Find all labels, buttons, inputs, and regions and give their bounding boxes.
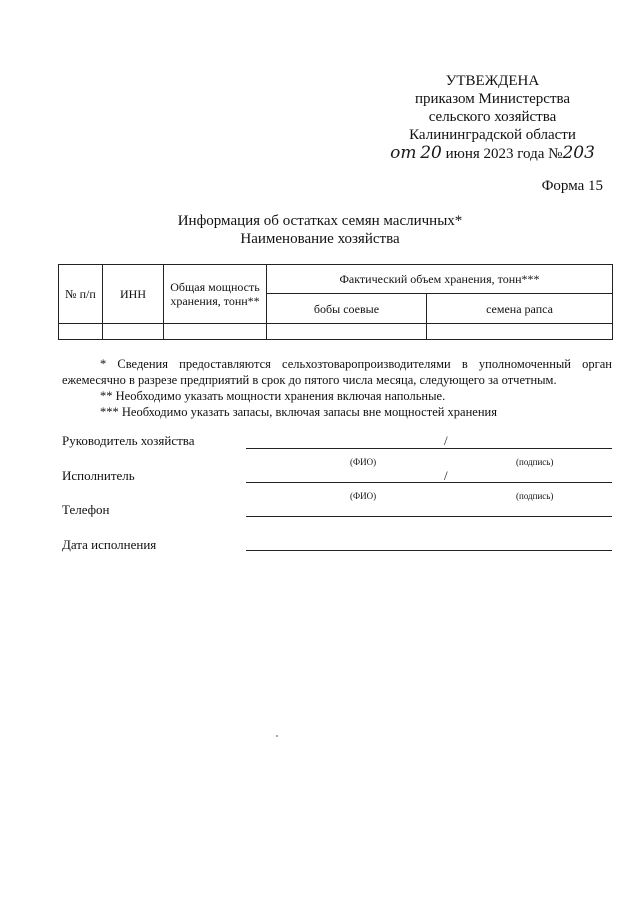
head-label: Руководитель хозяйства [62,433,195,448]
executor-fio-caption: (ФИО) [350,491,377,501]
form-number: Форма 15 [541,178,603,194]
footnotes [62,356,612,420]
approval-date-line [380,144,605,163]
head-sign-caption: (подпись) [516,457,554,467]
phone-label: Телефон [62,502,110,517]
cell-soybeans[interactable] [267,324,427,340]
cell-inn[interactable] [103,324,164,340]
executor-slash: / [444,468,448,483]
head-signature-line[interactable] [246,448,612,449]
handwritten-day: 20 [420,143,442,163]
cell-no[interactable] [59,324,103,340]
approval-month-year: июня 2023 года № [445,146,563,162]
title-line-2: Наименование хозяйства [240,231,400,247]
header-no: № п/п [59,265,103,324]
scan-speck [276,735,278,737]
executor-label: Исполнитель [62,468,135,483]
date-label: Дата исполнения [62,537,157,552]
table-row [59,324,613,340]
footnote-1: * Сведения предоставляются сельхозтоваропроизводителями в уполномоченный орган ежемесячно в разрезе предприятий в срок до пятого числа месяца, следующего за отчетным. [62,357,612,387]
approval-line-3: сельского хозяйства [428,109,557,125]
header-inn: ИНН [103,265,164,324]
approval-line-4: Калининградской области [409,127,576,143]
header-soybeans: бобы соевые [267,294,427,324]
header-rapeseed: семена рапса [427,294,613,324]
approval-line-2: приказом Министерства [414,91,571,107]
approval-heading: УТВЕЖДЕНА [445,73,540,89]
header-actual-storage: Фактический объем хранения, тонн*** [267,265,613,294]
cell-rapeseed[interactable] [427,324,613,340]
head-slash: / [444,433,448,448]
footnote-3: *** Необходимо указать запасы, включая запасы вне мощностей хранения [100,405,497,419]
header-capacity: Общая мощность хранения, тонн** [164,265,267,324]
date-line[interactable] [246,550,612,551]
head-fio-caption: (ФИО) [350,457,377,467]
approval-block [380,72,605,163]
seeds-table [58,264,613,340]
executor-sign-caption: (подпись) [516,491,554,501]
executor-signature-line[interactable] [246,482,612,483]
phone-line[interactable] [246,516,612,517]
cell-capacity[interactable] [164,324,267,340]
title-line-1: Информация об остатках семян масличных* [177,213,463,229]
footnote-2: ** Необходимо указать мощности хранения включая напольные. [100,389,446,403]
document-title [0,212,640,248]
handwritten-order-number: 203 [562,143,595,163]
handwritten-date-prefix: от [390,143,417,163]
